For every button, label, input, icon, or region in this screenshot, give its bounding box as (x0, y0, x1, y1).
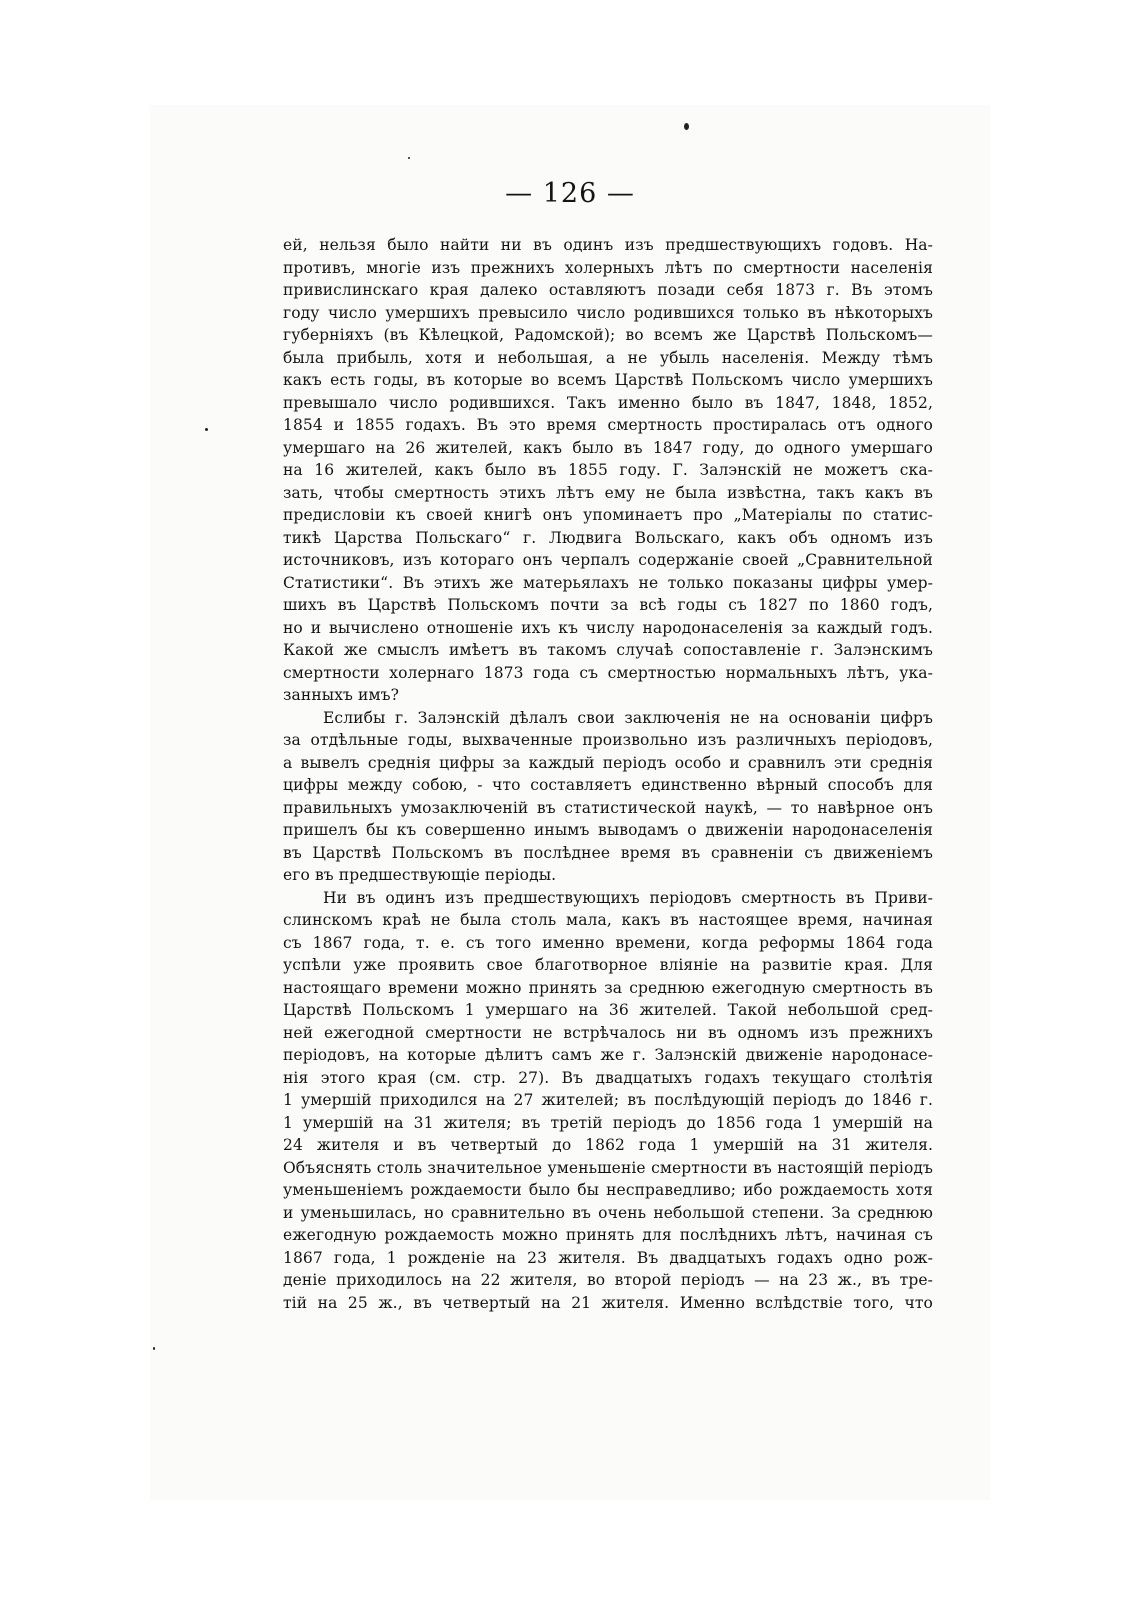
body-text (283, 234, 933, 1314)
text-line: Царствѣ Польскомъ 1 умершаго на 36 жителей. Такой небольшой сред- (283, 1001, 933, 1019)
text-line: пришелъ бы къ совершенно инымъ выводамъ о движеніи народонаселенія (283, 821, 933, 839)
paragraph-2 (283, 707, 933, 887)
text-line: ней ежегодной смертности не встрѣчалось ни въ одномъ изъ прежнихъ (283, 1023, 933, 1042)
paragraph-1 (283, 234, 933, 707)
text-line: привислинскаго края далеко оставляютъ позади себя 1873 г. Въ этомъ (283, 281, 933, 299)
text-line: за отдѣльные годы, выхваченные произвольно изъ различныхъ періодовъ, (283, 731, 933, 749)
text-line: 1 умершій приходился на 27 жителей; въ послѣдующій періодъ до 1846 г. (283, 1091, 933, 1109)
text-line: занныхъ имъ? (283, 686, 399, 704)
text-line: нія этого края (см. стр. 27). Въ двадцатыхъ годахъ текущаго столѣтія (283, 1068, 933, 1087)
text-line: зать, чтобы смертность этихъ лѣтъ ему не была извѣстна, такъ какъ въ (283, 483, 933, 502)
text-line: и уменьшилась, но сравнительно въ очень небольшой степени. За среднюю (283, 1203, 933, 1222)
text-line: въ Царствѣ Польскомъ въ послѣднее время въ сравненіи съ движеніемъ (283, 843, 933, 862)
paragraph-3 (283, 887, 933, 1315)
text-line: источниковъ, изъ котораго онъ черпалъ содержаніе своей „Сравнительной (283, 551, 933, 569)
text-line: предисловіи къ своей книгѣ онъ упоминаетъ про „Матеріалы по статис- (283, 506, 933, 524)
text-line: цифры между собою, - что составляетъ единственно вѣрный способъ для (283, 776, 933, 794)
text-line: Ни въ одинъ изъ предшествующихъ періодовъ смертность въ Приви- (323, 888, 933, 907)
text-line: Какой же смыслъ имѣетъ въ такомъ случаѣ сопоставленіе г. Залэнскимъ (283, 641, 933, 659)
text-line: успѣли уже проявить свое благотворное вліяніе на развитіе края. Для (283, 956, 933, 974)
text-line: правильныхъ умозаключеній въ статистической наукѣ, — то навѣрное онъ (283, 798, 933, 817)
text-line: но и вычислено отношеніе ихъ къ числу народонаселенія за каждый годъ. (283, 618, 933, 637)
text-line: какъ есть годы, въ которые во всемъ Царствѣ Польскомъ число умершихъ (283, 371, 933, 389)
text-line: шихъ въ Царствѣ Польскомъ почти за всѣ годы съ 1827 по 1860 годъ, (283, 596, 933, 614)
text-line: а вывелъ среднія цифры за каждый періодъ особо и сравнилъ эти среднія (283, 753, 933, 772)
text-line: ей, нельзя было найти ни въ одинъ изъ предшествующихъ годовъ. На- (283, 236, 933, 254)
ink-speck (684, 123, 689, 130)
text-line: тій на 25 ж., въ четвертый на 21 жителя. Именно вслѣдствіе того, что (283, 1293, 933, 1312)
ink-speck (408, 157, 410, 159)
text-line: была прибыль, хотя и небольшая, а не убыль населенія. Между тѣмъ (283, 348, 933, 367)
text-line: губерніяхъ (въ Кѣлецкой, Радомской); во всемъ же Царствѣ Польскомъ— (283, 326, 933, 344)
text-line: на 16 жителей, какъ было въ 1855 году. Г. Залэнскій не можетъ ска- (283, 461, 933, 479)
text-line: слинскомъ краѣ не была столь мала, какъ въ настоящее время, начиная (283, 911, 933, 929)
text-line: Объяснять столь значительное уменьшеніе смертности въ настоящій періодъ (283, 1158, 933, 1177)
page-number: — 126 — (505, 178, 635, 209)
text-line: его въ предшествующіе періоды. (283, 866, 557, 884)
text-line: превышало число родившихся. Такъ именно было въ 1847, 1848, 1852, (283, 393, 933, 412)
text-line: 1 умершій на 31 жителя; въ третій періодъ до 1856 года 1 умершій на (283, 1113, 933, 1132)
text-line: настоящаго времени можно принять за среднюю ежегодную смертность въ (283, 978, 933, 997)
text-line: періодовъ, на которые дѣлитъ самъ же г. Залэнскій движеніе народонасе- (283, 1046, 933, 1064)
text-line: ежегодную рождаемость можно принять для послѣднихъ лѣтъ, начиная съ (283, 1226, 933, 1244)
text-line: съ 1867 года, т. е. съ того именно времени, когда реформы 1864 года (283, 933, 933, 952)
text-line: 1867 года, 1 рожденіе на 23 жителя. Въ двадцатыхъ годахъ одно рож- (283, 1248, 933, 1267)
text-line: 24 жителя и въ четвертый до 1862 года 1 умершій на 31 жителя. (283, 1136, 933, 1154)
text-line: Статистики“. Въ этихъ же матерьялахъ не только показаны цифры умер- (283, 573, 933, 592)
text-line: умершаго на 26 жителей, какъ было въ 1847 году, до одного умершаго (283, 438, 933, 457)
text-line: уменьшеніемъ рождаемости было бы несправедливо; ибо рождаемость хотя (283, 1181, 933, 1199)
text-line: году число умершихъ превысило число родившихся только въ нѣкоторыхъ (283, 303, 933, 322)
text-line: тикѣ Царства Польскаго“ г. Людвига Вольскаго, какъ объ одномъ изъ (283, 528, 933, 547)
ink-speck (205, 428, 208, 431)
text-line: Еслибы г. Залэнскій дѣлалъ свои заключенія не на основаніи цифръ (323, 708, 933, 727)
ink-speck (153, 1347, 155, 1350)
text-line: 1854 и 1855 годахъ. Въ это время смертность простиралась отъ одного (283, 416, 933, 434)
text-line: смертности холернаго 1873 года съ смертностью нормальныхъ лѣтъ, ука- (283, 663, 933, 682)
text-line: противъ, многіе изъ прежнихъ холерныхъ лѣтъ по смертности населенія (283, 258, 933, 277)
text-line: деніе приходилось на 22 жителя, во второй періодъ — на 23 ж., въ тре- (283, 1271, 933, 1289)
